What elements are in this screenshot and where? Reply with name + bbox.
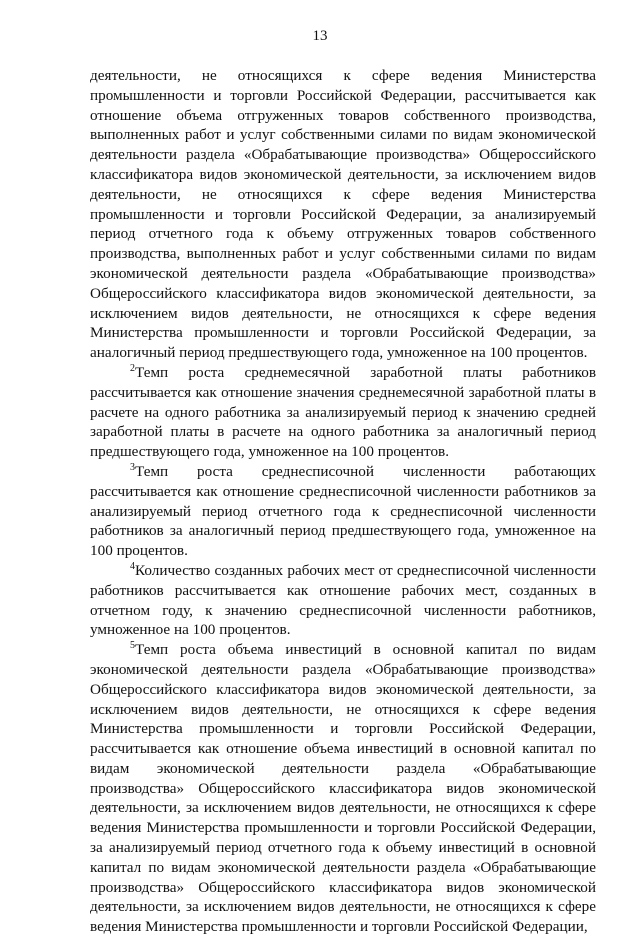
paragraph-text: Темп роста среднесписочной численности работающих рассчитывается как отношение среднесписочной численности работников за анализируемый период отчетного года к среднесписочной численности работников за аналогичный период предшествующего года, умноженное на 100 процентов.: [90, 462, 596, 560]
paragraph-text: Темп роста объема инвестиций в основной капитал по видам экономической деятельности раздела «Обрабатывающие производства» Общероссийского классификатора видов экономической деятельности, за исключением видов деятельности, не относящихся к сфере ведения Министерства промышленности и торговли Российской Федерации, рассчитывается как отношение объема инвестиций в основной капитал по видам экономической деятельности раздела «Обрабатывающие производства» Общероссийского классификатора видов экономической деятельности, за исключением видов деятельности, не относящихся к сфере ведения Министерства промышленности и торговли Российской Федерации, за анализируемый период отчетного года к объему инвестиций в основной капитал по видам экономической деятельности раздела «Обрабатывающие производства» Общероссийского классификатора видов экономической деятельности, за исключением видов деятельности, не относящихся к сфере ведения Министерства промышленности и торговли Российской Федерации,: [90, 641, 596, 936]
paragraph-text: Количество созданных рабочих мест от среднесписочной численности работников рассчитывается как отношение рабочих мест, созданных в отчетном году, к значению среднесписочной численности работников, умноженное на 100 процентов.: [90, 561, 596, 639]
footnote-3-paragraph: [90, 462, 596, 561]
footnote-marker: 3: [130, 461, 135, 473]
footnote-marker: 4: [130, 560, 135, 572]
footnote-marker: 5: [130, 640, 135, 652]
footnote-5-paragraph: [90, 640, 596, 937]
paragraph-continuation: [90, 66, 596, 363]
footnote-2-paragraph: [90, 363, 596, 462]
footnote-marker: 2: [130, 362, 135, 374]
document-body: [90, 66, 596, 937]
paragraph-text: деятельности, не относящихся к сфере ведения Министерства промышленности и торговли Российской Федерации, рассчитывается как отношение объема отгруженных товаров собственного производства, выполненных работ и услуг собственными силами по видам экономической деятельности раздела «Обрабатывающие производства» Общероссийского классификатора видов экономической деятельности, за исключением видов деятельности, не относящихся к сфере ведения Министерства промышленности и торговли Российской Федерации, за анализируемый период отчетного года к объему отгруженных товаров собственного производства, выполненных работ и услуг собственными силами по видам экономической деятельности раздела «Обрабатывающие производства» Общероссийского классификатора видов экономической деятельности, за исключением видов деятельности, не относящихся к сфере ведения Министерства промышленности и торговли Российской Федерации, за аналогичный период предшествующего года, умноженное на 100 процентов.: [90, 67, 596, 362]
paragraph-text: Темп роста среднемесячной заработной платы работников рассчитывается как отношение значения среднемесячной заработной платы в расчете на одного работника за анализируемый период к значению средней заработной платы в расчете на одного работника за аналогичный период предшествующего года, умноженное на 100 процентов.: [90, 363, 596, 461]
page-number: 13: [312, 28, 328, 44]
footnote-4-paragraph: [90, 561, 596, 640]
